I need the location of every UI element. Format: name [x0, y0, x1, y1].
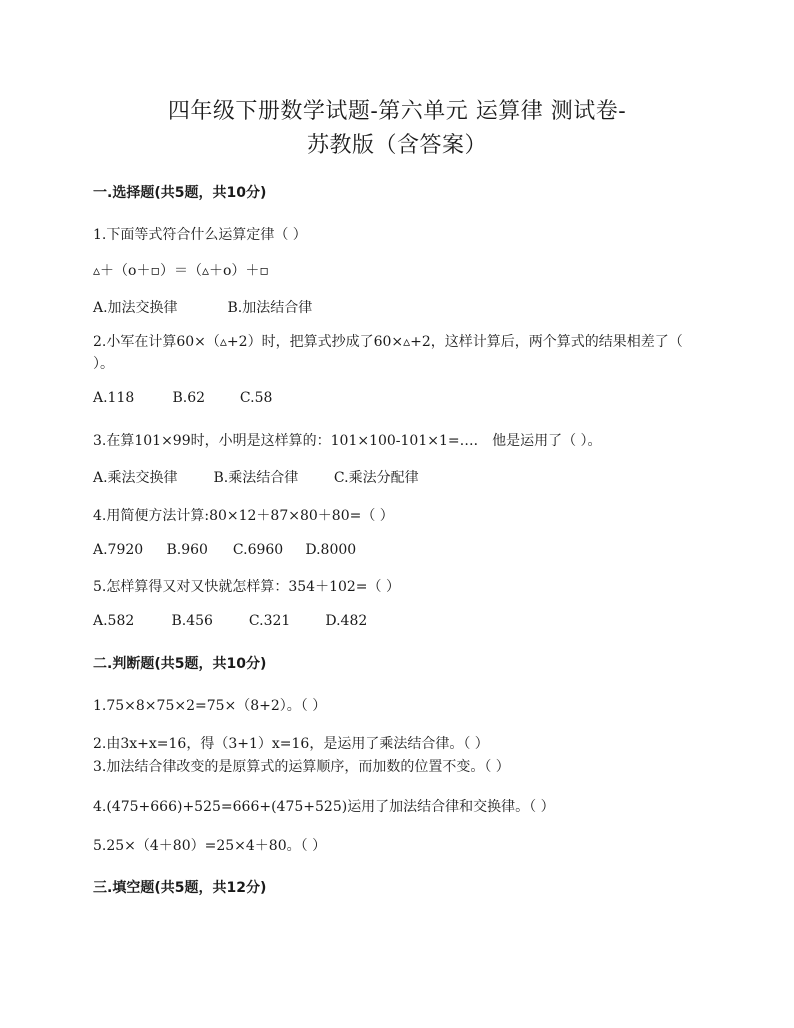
- section2-heading: 二.判断题(共5题，共10分): [93, 656, 267, 672]
- section1-heading: 一.选择题(共5题，共10分): [93, 185, 267, 201]
- document-title-line1: 四年级下册数学试题-第六单元 运算律 测试卷-: [167, 99, 627, 124]
- judge-item-4: 4.(475+666)+525=666+(475+525)运用了加法结合律和交换律。（ ）: [93, 799, 555, 815]
- q4-option-d: D.8000: [305, 542, 357, 558]
- q3-text: 3.在算101×99时，小明是这样算的：101×100-101×1=…． 他是运用了（ ）。: [93, 433, 602, 449]
- q4-text: 4.用简便方法计算:80×12＋87×80＋80=（ ）: [93, 508, 394, 524]
- q2-option-c: C.58: [239, 390, 273, 406]
- q4-option-a: A.7920: [93, 542, 144, 558]
- q4-option-b: B.960: [166, 542, 208, 558]
- q5-option-b: B.456: [171, 613, 213, 629]
- section3-heading: 三.填空题(共5题，共12分): [93, 880, 267, 896]
- q4-option-c: C.6960: [232, 542, 284, 558]
- document-title-line2: 苏教版（含答案）: [306, 133, 487, 158]
- q3-option-a: A.乘法交换律: [93, 470, 178, 486]
- q5-option-d: D.482: [325, 613, 368, 629]
- q5-option-a: A.582: [93, 613, 135, 629]
- q3-options: [93, 467, 419, 487]
- q3-option-c: C.乘法分配律: [333, 470, 419, 486]
- judge-item-2: 2.由3x+x=16，得（3+1）x=16，是运用了乘法结合律。（ ）: [93, 736, 489, 752]
- q1-formula: ▵＋（ο＋▫）＝（▵＋ο）＋▫: [93, 263, 269, 279]
- q2-option-a: A.118: [93, 390, 135, 406]
- q2-options: [93, 390, 272, 406]
- q1-option-b: B.加法结合律: [227, 300, 313, 316]
- q3-option-b: B.乘法结合律: [213, 470, 299, 486]
- q2-option-b: B.62: [172, 390, 206, 406]
- judge-item-1: 1.75×8×75×2=75×（8+2）。（ ）: [93, 698, 327, 714]
- q2-text: 2.小军在计算60×（▵+2）时，把算式抄成了60×▵+2，这样计算后，两个算式的结果相差了（ ）。: [93, 334, 683, 372]
- q5-text: 5.怎样算得又对又快就怎样算：354＋102=（ ）: [93, 579, 400, 595]
- q1-option-a: A.加法交换律: [93, 300, 178, 316]
- q1-text: 1.下面等式符合什么运算定律（ ）: [93, 227, 307, 243]
- q5-options: [93, 613, 367, 629]
- q1-options: [93, 297, 312, 317]
- judge-item-3: 3.加法结合律改变的是原算式的运算顺序，而加数的位置不变。（ ）: [93, 759, 510, 775]
- q4-options: [93, 542, 356, 558]
- q5-option-c: C.321: [248, 613, 291, 629]
- judge-item-5: 5.25×（4＋80）=25×4＋80。（ ）: [93, 838, 327, 854]
